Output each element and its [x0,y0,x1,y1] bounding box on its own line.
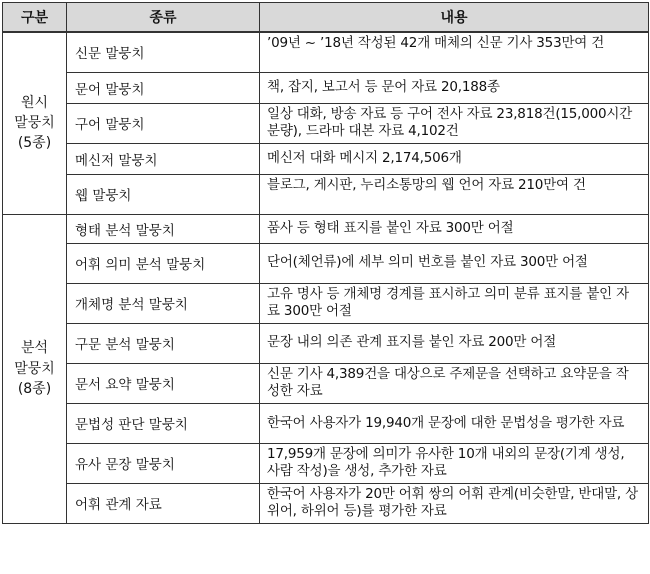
group-label-raw-corpus: 원시 말뭉치 (5종) [3,32,67,214]
corpus-description: 문장 내의 의존 관계 표지를 붙인 자료 200만 어절 [260,323,649,363]
corpus-table [2,2,649,524]
header-type: 종류 [67,3,260,33]
table-row [3,403,649,443]
header-content: 내용 [260,3,649,33]
corpus-name: 신문 말뭉치 [67,32,260,72]
corpus-name: 개체명 분석 말뭉치 [67,283,260,323]
table-row [3,214,649,243]
corpus-description: 품사 등 형태 표지를 붙인 자료 300만 어절 [260,214,649,243]
corpus-description: 17,959개 문장에 의미가 유사한 10개 내외의 문장(기계 생성, 사람 작성)을 생성, 추가한 자료 [260,443,649,483]
corpus-name: 어휘 관계 자료 [67,483,260,523]
corpus-name: 메신저 말뭉치 [67,143,260,174]
table-row [3,483,649,523]
corpus-description: 고유 명사 등 개체명 경계를 표시하고 의미 분류 표지를 붙인 자료 300만 어절 [260,283,649,323]
corpus-description: ’09년 ~ ’18년 작성된 42개 매체의 신문 기사 353만여 건 [260,32,649,72]
header-category: 구분 [3,3,67,33]
table-row [3,363,649,403]
table-row [3,243,649,283]
table-header-row [3,3,649,33]
corpus-name: 웹 말뭉치 [67,174,260,214]
table-row [3,72,649,103]
corpus-description: 블로그, 게시판, 누리소통망의 웹 언어 자료 210만여 건 [260,174,649,214]
corpus-name: 문법성 판단 말뭉치 [67,403,260,443]
corpus-name: 구문 분석 말뭉치 [67,323,260,363]
table-row [3,174,649,214]
table-row [3,143,649,174]
corpus-description: 한국어 사용자가 19,940개 문장에 대한 문법성을 평가한 자료 [260,403,649,443]
corpus-name: 문어 말뭉치 [67,72,260,103]
table-row [3,323,649,363]
corpus-name: 문서 요약 말뭉치 [67,363,260,403]
corpus-description: 책, 잡지, 보고서 등 문어 자료 20,188종 [260,72,649,103]
corpus-description: 한국어 사용자가 20만 어휘 쌍의 어휘 관계(비슷한말, 반대말, 상위어, 하위어 등)를 평가한 자료 [260,483,649,523]
corpus-name: 어휘 의미 분석 말뭉치 [67,243,260,283]
table-row [3,283,649,323]
corpus-description: 단어(체언류)에 세부 의미 번호를 붙인 자료 300만 어절 [260,243,649,283]
table-row [3,443,649,483]
corpus-description: 일상 대화, 방송 자료 등 구어 전사 자료 23,818건(15,000시간 분량), 드라마 대본 자료 4,102건 [260,103,649,143]
corpus-name: 형태 분석 말뭉치 [67,214,260,243]
corpus-description: 신문 기사 4,389건을 대상으로 주제문을 선택하고 요약문을 작성한 자료 [260,363,649,403]
corpus-description: 메신저 대화 메시지 2,174,506개 [260,143,649,174]
corpus-name: 구어 말뭉치 [67,103,260,143]
group-label-annotated-corpus: 분석 말뭉치 (8종) [3,214,67,523]
table-row [3,103,649,143]
corpus-name: 유사 문장 말뭉치 [67,443,260,483]
table-row [3,32,649,72]
